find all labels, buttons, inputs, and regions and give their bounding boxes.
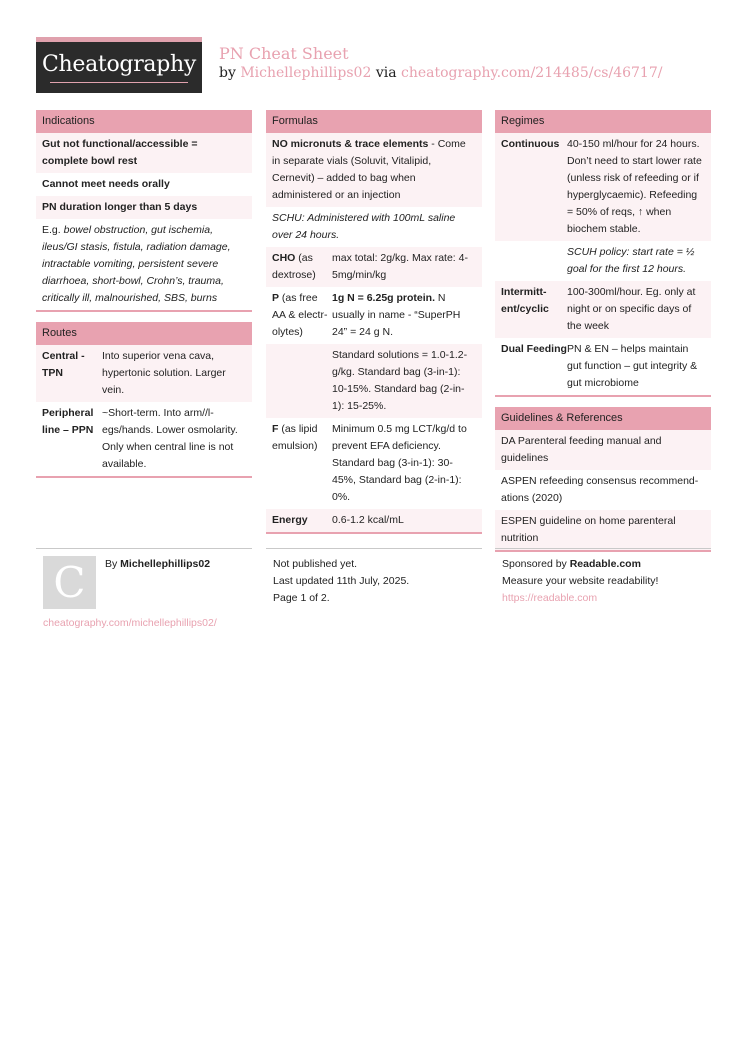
sponsor-url-link[interactable]: https://readable.com — [502, 592, 598, 604]
guideline-row: ASPEN refeeding consensus recommend- ations (2020) — [501, 475, 699, 504]
p-label: P — [272, 292, 280, 304]
route-row — [36, 345, 252, 402]
via-label: via — [371, 65, 402, 81]
micronutrients-text: - Come in separate vials (Soluvit, Vitalipid, Cernevit) – added to bag when administered or an injection — [272, 138, 466, 201]
regimes-heading: Regimes — [495, 110, 711, 133]
indications-section — [36, 110, 252, 312]
regime-value: PN & EN – helps maintain gut function – gut integrity & gut microbiome — [567, 343, 698, 389]
page-title: PN Cheat Sheet — [219, 44, 349, 63]
formula-row — [266, 344, 482, 418]
formula-key — [272, 421, 332, 506]
protein-text: N usually in name - “SuperPH 24” = 24 g N. — [332, 292, 461, 338]
regime-row — [495, 133, 711, 241]
page-subtitle — [219, 65, 662, 81]
by-prefix: By — [105, 558, 121, 570]
regime-key: Dual Feeding — [501, 343, 567, 355]
formula-value — [332, 290, 476, 341]
formula-value: 0.6-1.2 kcal/mL — [332, 514, 404, 526]
route-key: Peripheral line – PPN — [42, 407, 94, 436]
regime-row — [495, 338, 711, 395]
footer-divider — [266, 548, 482, 549]
route-value: ~Short-term. Into arm//l- egs/hands. Lower osmolarity. Only when central line is not available. — [102, 407, 238, 470]
indication-row: Cannot meet needs orally — [42, 178, 170, 190]
footer-divider — [495, 548, 711, 549]
sponsor-info — [502, 556, 658, 607]
author-profile-link[interactable]: cheatography.com/michellephillips02/ — [43, 617, 217, 629]
route-key: Central - TPN — [42, 350, 85, 379]
formula-row — [266, 509, 482, 532]
sheet-url-link[interactable]: cheatography.com/214485/cs/46717/ — [401, 65, 663, 81]
formula-row: SCHU: Administered with 100mL saline over 24 hours. — [272, 212, 456, 241]
regime-key: Continuous — [501, 138, 560, 150]
regime-key — [501, 244, 567, 278]
sponsor-name[interactable]: Readable.com — [569, 558, 641, 570]
author-avatar[interactable] — [43, 556, 96, 609]
last-updated: Last updated 11th July, 2025. — [273, 575, 410, 587]
column-1 — [36, 110, 252, 488]
formula-row — [266, 133, 482, 207]
formula-value: max total: 2g/kg. Max rate: 4- 5mg/min/kg — [332, 252, 468, 281]
route-row — [36, 402, 252, 476]
example-prefix: E.g. — [42, 224, 64, 236]
guidelines-section — [495, 407, 711, 552]
micronutrients-label: NO micronuts & trace elements — [272, 138, 429, 150]
author-link[interactable]: Michellephillips02 — [240, 65, 372, 81]
formula-key: Energy — [272, 514, 308, 526]
regime-row — [495, 281, 711, 338]
p-label-rest: (as free AA & electr- olytes) — [272, 292, 328, 338]
formulas-section — [266, 110, 482, 534]
formula-key — [272, 250, 332, 284]
footer-divider — [36, 548, 252, 549]
example-list: bowel obstruction, gut ischemia, ileus/GI stasis, fistula, radiation damage, intractable vomiting, persistent severe diarrhoea, short-bowl, Crohn’s, trauma, critically ill, malnourished, SBS, burns — [42, 224, 231, 304]
formula-row — [266, 287, 482, 344]
publish-info — [273, 556, 409, 607]
regime-value: SCUH policy: start rate = ½ goal for the first 12 hours. — [567, 246, 695, 275]
logo-underline — [50, 82, 188, 83]
sponsor-line — [502, 556, 658, 573]
formula-value: Minimum 0.5 mg LCT/kg/d to prevent EFA deficiency. Standard bag (3-in-1): 30-45%, Standard bag (2-in-1): 0%. — [332, 423, 467, 503]
logo-text: Cheatography — [41, 52, 197, 77]
guideline-row: ESPEN guideline on home parenteral nutrition — [495, 510, 711, 550]
column-2 — [266, 110, 482, 544]
author-byline — [105, 556, 210, 573]
formula-row — [266, 247, 482, 287]
avatar-letter: C — [53, 558, 86, 607]
regime-value: 40-150 ml/hour for 24 hours. Don’t need to start lower rate (unless risk of refeeding or if hyperglycaemic). Refeeding = 50% of reqs, ↑ when biochem stable. — [567, 138, 702, 235]
formula-value: Standard solutions = 1.0-1.2- g/kg. Standard bag (3-in-1): 10-15%. Standard bag (2-in-1): 15-25%. — [332, 349, 468, 412]
sponsor-prefix: Sponsored by — [502, 558, 570, 570]
cho-label: CHO — [272, 252, 296, 264]
sponsor-tagline: Measure your website readability! — [502, 575, 659, 587]
cho-label-rest: (as dextrose) — [272, 252, 316, 281]
author-name[interactable]: Michellephillips02 — [120, 558, 211, 570]
formula-key — [272, 347, 332, 415]
indication-row — [36, 219, 252, 310]
route-value: Into superior vena cava, hypertonic solution. Larger vein. — [102, 350, 226, 396]
regimes-section — [495, 110, 711, 397]
guidelines-heading: Guidelines & References — [495, 407, 711, 430]
published-status: Not published yet. — [273, 558, 358, 570]
formula-key — [272, 290, 332, 341]
formulas-heading: Formulas — [266, 110, 482, 133]
regime-row — [495, 241, 711, 281]
f-label: F — [272, 423, 279, 435]
routes-section — [36, 322, 252, 478]
by-label: by — [219, 65, 241, 81]
routes-heading: Routes — [36, 322, 252, 345]
regime-value: 100-300ml/hour. Eg. only at night or on specific days of the week — [567, 286, 696, 332]
indication-row: PN duration longer than 5 days — [36, 196, 252, 219]
guideline-row: DA Parenteral feeding manual and guidelines — [495, 430, 711, 470]
page-number: Page 1 of 2. — [273, 592, 330, 604]
indication-row: Gut not functional/accessible = complete bowl rest — [36, 133, 252, 173]
site-logo[interactable] — [36, 37, 202, 93]
column-3 — [495, 110, 711, 562]
protein-conversion: 1g N = 6.25g protein. — [332, 292, 435, 304]
regime-key: Intermitt- ent/cyclic — [501, 286, 549, 315]
f-label-rest: (as lipid emulsion) — [272, 423, 318, 452]
formula-row — [266, 418, 482, 509]
indications-heading: Indications — [36, 110, 252, 133]
